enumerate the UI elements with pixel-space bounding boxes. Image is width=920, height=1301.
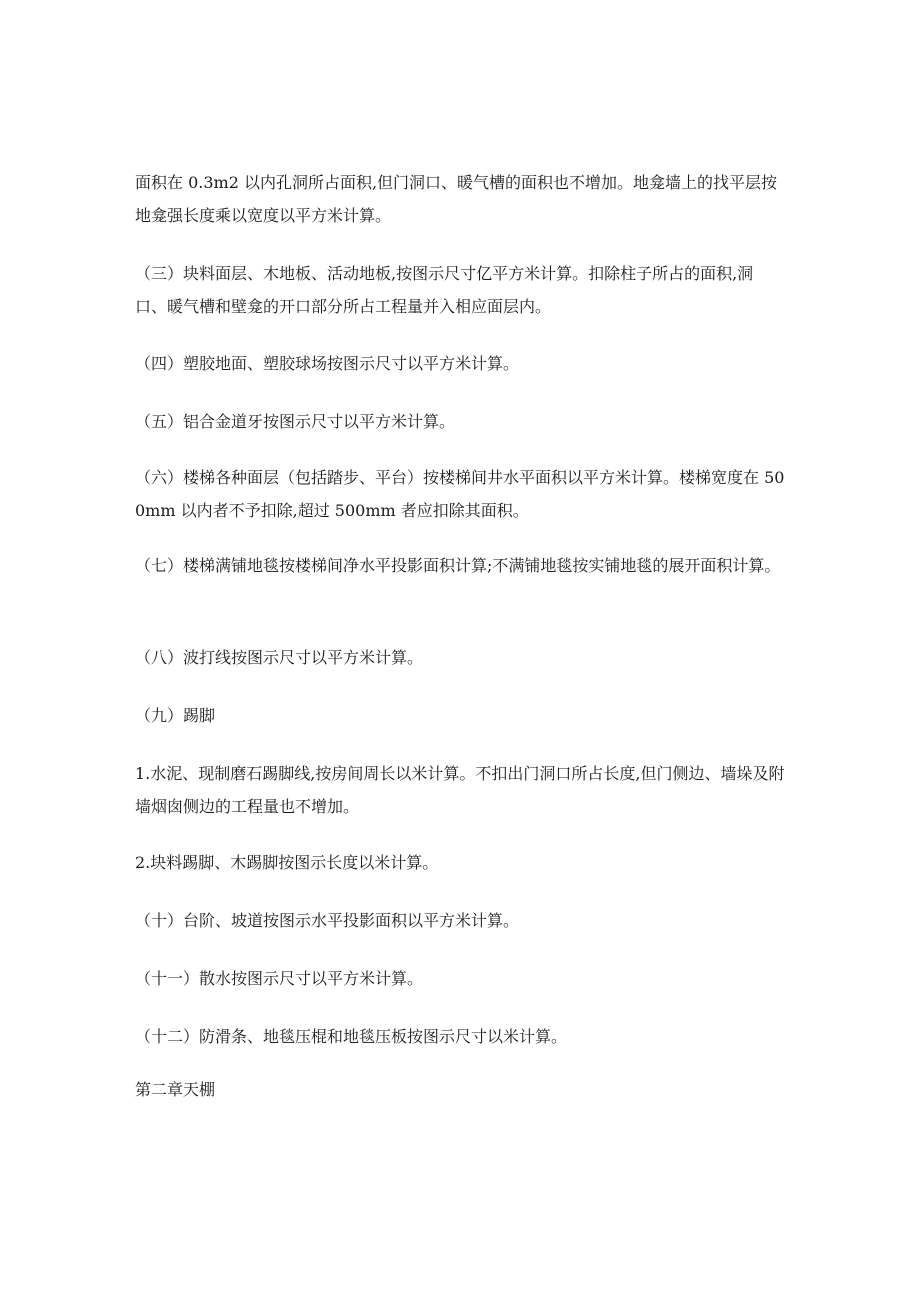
- paragraph-item-8-border-line: （八）波打线按图示尺寸以平方米计算。: [135, 648, 424, 667]
- paragraph-skirting-block-wood: 2.块料踢脚、木踢脚按图示长度以米计算。: [135, 853, 439, 872]
- paragraph-item-7-stair-carpet: （七）楼梯满铺地毯按楼梯间净水平投影面积计算;不满铺地毯按实铺地毯的展开面积计算。: [135, 556, 781, 575]
- paragraph-skirting-cement: 1.水泥、现制磨石踢脚线,按房间周长以米计算。不扣出门洞口所占长度,但门侧边、墙垛及附墙烟囱侧边的工程量也不增加。: [135, 764, 785, 816]
- paragraph-item-3-block-flooring: （三）块料面层、木地板、活动地板,按图示尺寸亿平方米计算。扣除柱子所占的面积,洞口、暖气槽和壁龛的开口部分所占工程量并入相应面层内。: [135, 264, 754, 316]
- paragraph-item-10-steps-ramp: （十）台阶、坡道按图示水平投影面积以平方米计算。: [135, 911, 520, 930]
- paragraph-item-6-stair-surface: （六）楼梯各种面层（包括踏步、平台）按楼梯间井水平面积以平方米计算。楼梯宽度在 500mm 以内者不予扣除,超过 500mm 者应扣除其面积。: [135, 468, 785, 520]
- chapter-heading-ceiling: 第二章天棚: [135, 1080, 216, 1099]
- paragraph-item-12-antislip-strip: （十二）防滑条、地毯压棍和地毯压板按图示尺寸以米计算。: [135, 1027, 568, 1046]
- paragraph-item-5-aluminum-curb: （五）铝合金道牙按图示尺寸以平方米计算。: [135, 412, 456, 431]
- paragraph-item-11-apron: （十一）散水按图示尺寸以平方米计算。: [135, 969, 424, 988]
- paragraph-item-9-skirting-heading: （九）踢脚: [135, 706, 216, 725]
- paragraph-item-4-plastic-floor: （四）塑胶地面、塑胶球场按图示尺寸以平方米计算。: [135, 354, 520, 373]
- paragraph-floor-leveling-area: 面积在 0.3m2 以内孔洞所占面积,但门洞口、暖气槽的面积也不增加。地龛墙上的找平层按地龛强长度乘以宽度以平方米计算。: [135, 173, 778, 225]
